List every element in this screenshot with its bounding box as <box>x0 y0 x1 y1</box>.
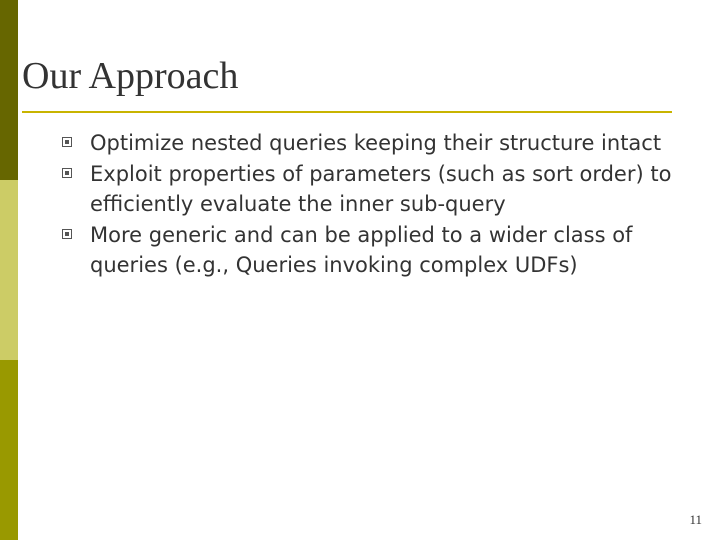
bullet-text: More generic and can be applied to a wider class of queries (e.g., Queries invoking complex UDFs) <box>90 222 633 277</box>
bullet-list <box>62 128 702 281</box>
left-accent-bar-top <box>0 0 18 180</box>
square-bullet-icon <box>62 137 72 147</box>
bullet-text: Exploit properties of parameters (such as sort order) to efficiently evaluate the inner sub-query <box>90 161 672 216</box>
bullet-item <box>62 159 702 220</box>
slide-number: 11 <box>689 512 702 527</box>
bullet-item <box>62 128 702 159</box>
square-bullet-icon <box>62 229 72 239</box>
square-bullet-icon <box>62 168 72 178</box>
bullet-item <box>62 220 702 281</box>
title-underline-rule <box>22 111 672 113</box>
bullet-text: Optimize nested queries keeping their structure intact <box>90 131 662 155</box>
slide-title: Our Approach <box>22 55 239 97</box>
left-accent-bar-middle <box>0 180 18 360</box>
left-accent-bar-bottom <box>0 360 18 540</box>
